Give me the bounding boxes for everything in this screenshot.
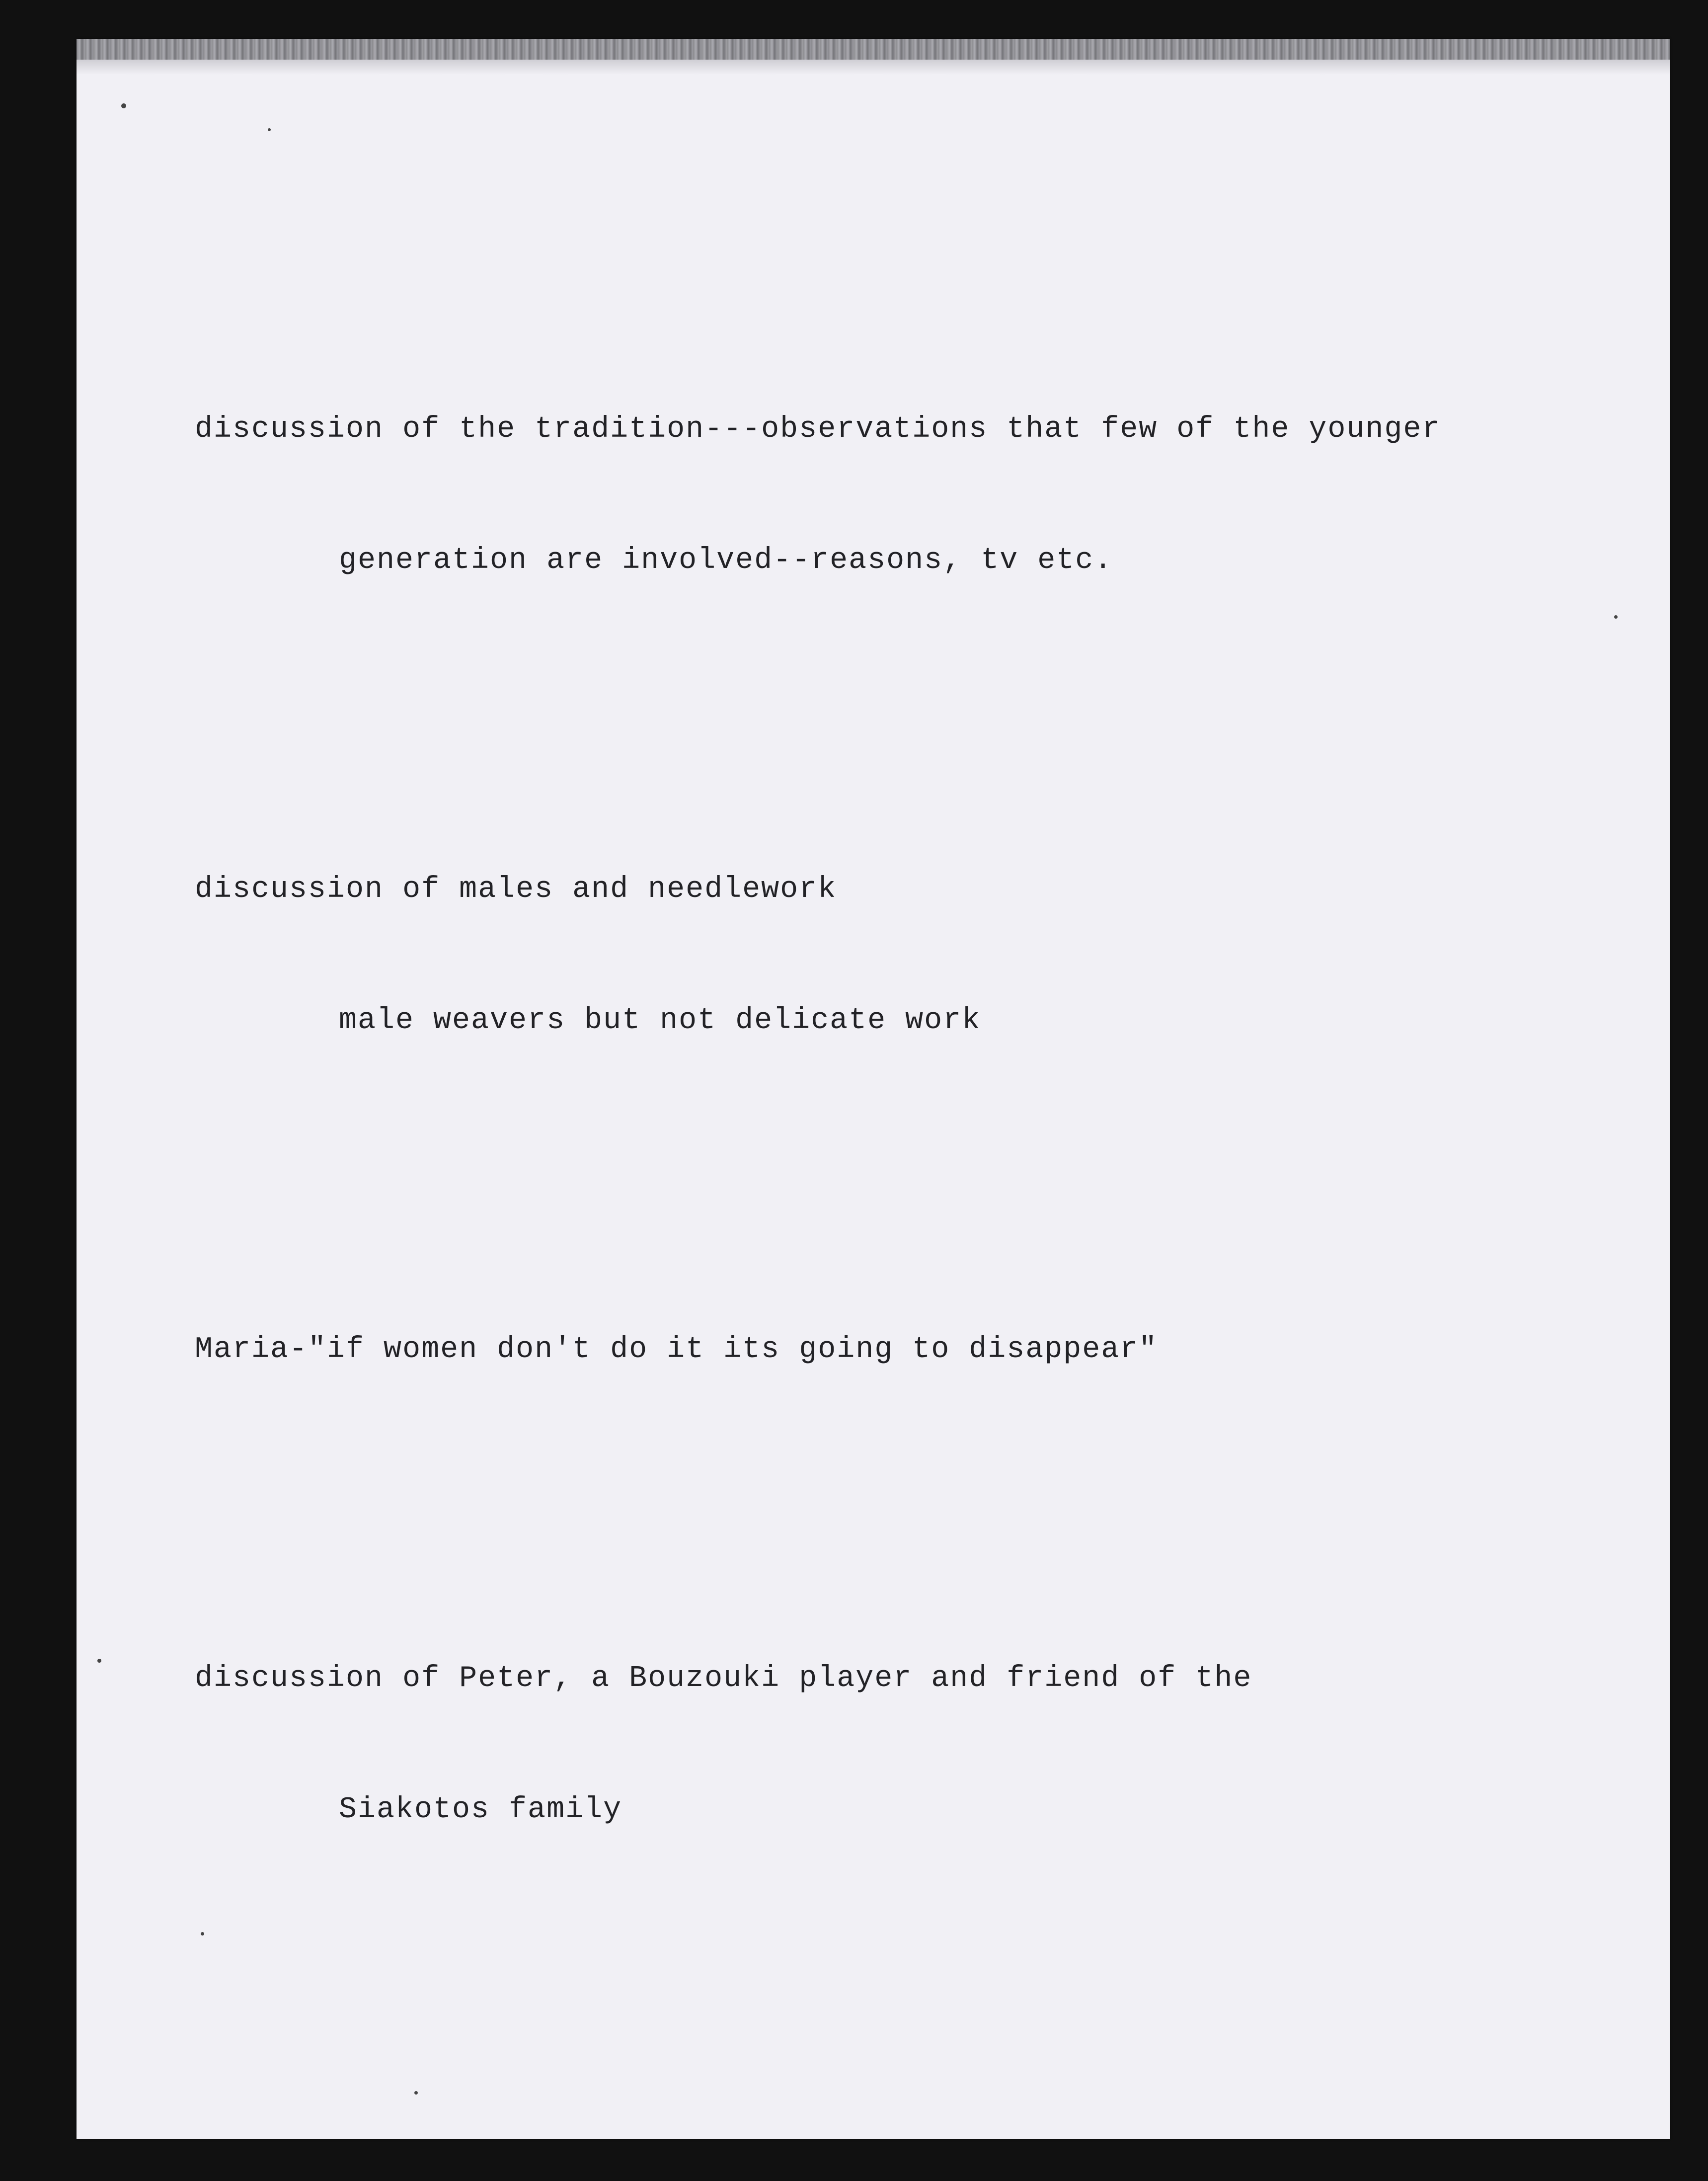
page-mark xyxy=(1614,615,1618,619)
note-line: Maria-"if women don't do it its going to disappear" xyxy=(195,1333,1158,1367)
note-continuation: Siakotos family xyxy=(339,1793,622,1827)
note-continuation: male weavers but not delicate work xyxy=(339,1004,981,1038)
page-mark xyxy=(121,103,126,108)
page-mark xyxy=(268,128,271,131)
typed-page xyxy=(77,39,1670,2139)
page-mark xyxy=(97,1659,101,1663)
note-line: discussion of the tradition---observations that few of the younger xyxy=(195,412,1441,446)
page-top-edge xyxy=(77,39,1670,60)
note-line: discussion of males and needlework xyxy=(195,873,837,906)
typed-notes xyxy=(195,233,1441,2029)
note-entry xyxy=(195,780,1441,1130)
note-line: discussion of Peter, a Bouzouki player and friend of the xyxy=(195,1662,1252,1696)
note-continuation: generation are involved--reasons, tv etc. xyxy=(339,544,1113,577)
page-mark xyxy=(414,2091,418,2095)
note-entry xyxy=(195,1240,1441,1459)
page-top-shadow xyxy=(77,60,1670,75)
note-entry xyxy=(195,1569,1441,1919)
note-entry xyxy=(195,320,1441,670)
